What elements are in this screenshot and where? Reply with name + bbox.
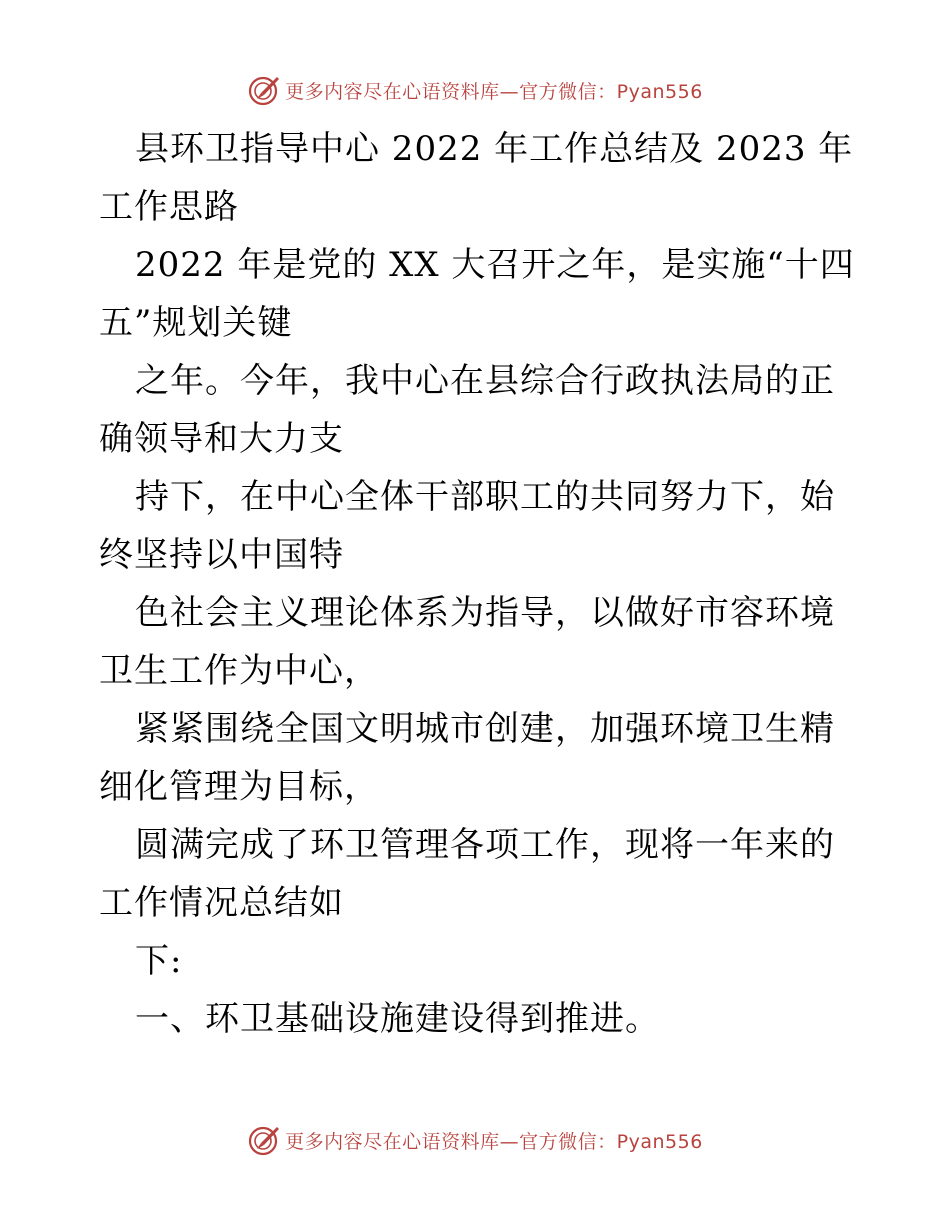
header-watermark	[0, 70, 950, 110]
paragraph: 2022 年是党的 XX 大召开之年，是实施“十四五”规划关键	[99, 245, 855, 343]
paragraph: 之年。今年，我中心在县综合行政执法局的正确领导和大力支	[99, 361, 835, 459]
quill-pen-seal-icon	[247, 73, 281, 107]
paragraph: 色社会主义理论体系为指导，以做好市容环境卫生工作为中心，	[99, 593, 835, 691]
paragraph: 下:	[135, 941, 183, 981]
footer-watermark	[0, 1120, 950, 1160]
watermark-text: 更多内容尽在心语资料库—官方微信：Pyan556	[285, 80, 703, 103]
document-body	[99, 120, 859, 1048]
section-heading: 一、环卫基础设施建设得到推进。	[135, 999, 660, 1039]
document-title: 县环卫指导中心 2022 年工作总结及 2023 年工作思路	[99, 129, 854, 227]
quill-pen-seal-icon	[247, 1123, 281, 1157]
paragraph: 圆满完成了环卫管理各项工作，现将一年来的工作情况总结如	[99, 825, 835, 923]
paragraph: 持下，在中心全体干部职工的共同努力下，始终坚持以中国特	[99, 477, 835, 575]
watermark-text: 更多内容尽在心语资料库—官方微信：Pyan556	[285, 1130, 703, 1153]
paragraph: 紧紧围绕全国文明城市创建，加强环境卫生精细化管理为目标，	[99, 709, 835, 807]
